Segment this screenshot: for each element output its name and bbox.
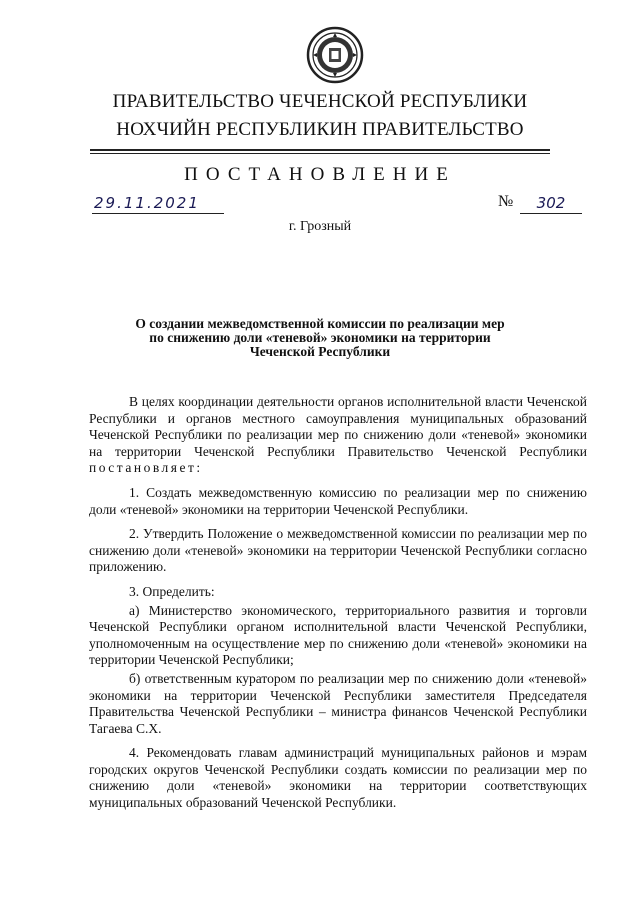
government-name-ce: НОХЧИЙН РЕСПУБЛИКИН ПРАВИТЕЛЬСТВО [116,119,524,140]
city-name: г. Грозный [288,219,352,234]
resolution-heading [110,317,530,359]
clause-3b: б) ответственным куратором по реализации мер по снижению доли «теневой» экономики на территории Чеченской Республики заместителя Председателя Правительства Чеченской Республики – министра финансов Чеченской Республики Тагаева С.Х. [89,670,587,736]
clause-1: 1. Создать межведомственную комиссию по реализации мер по снижению доли «теневой» экономики на территории Чеченской Республики. [89,484,587,517]
heading-line: О создании межведомственной комиссии по реализации мер [135,316,505,331]
clause-4: 4. Рекомендовать главам администраций муниципальных районов и мэрам городских округов Чеченской Республики создать комиссии по реализации мер по снижению доли «теневой» экономики на территории соответствующих муниципальных образований Чеченской Республики. [89,745,587,811]
government-name-ru: ПРАВИТЕЛЬСТВО ЧЕЧЕНСКОЙ РЕСПУБЛИКИ [112,91,528,112]
intro-text: В целях координации деятельности органов исполнительной власти Чеченской Республики и органов местного самоуправления муниципальных образований Чеченской Республики по реализации мер по снижению доли «теневой» экономики на территории Чеченской Республики Правительство Чеченской Республики [89,394,587,459]
header-divider-thick [90,149,550,151]
intro-verb: постановляет: [89,460,203,476]
document-date: 29.11.2021 [92,193,224,214]
intro-paragraph [89,394,587,477]
clause-2: 2. Утвердить Положение о межведомственной комиссии по реализации мер по снижению доли «теневой» экономики на территории Чеченской Республики согласно приложению. [89,526,587,575]
document-number: 302 [520,193,582,214]
clause-3a: а) Министерство экономического, территориального развития и торговли Чеченской Республики органом исполнительной власти Чеченской Республики, уполномоченным на осуществление мер по снижению доли «теневой» экономики на территории Чеченской Республики; [89,602,587,668]
document-type-title: ПОСТАНОВЛЕНИЕ [184,164,456,185]
header-divider-thin [90,153,550,154]
number-label: № [498,193,514,210]
heading-line: по снижению доли «теневой» экономики на территории [149,330,491,345]
heading-line: Чеченской Республики [249,344,391,359]
clause-3: 3. Определить: [129,583,215,599]
resolution-body [89,394,587,820]
coat-of-arms-icon [306,26,364,84]
